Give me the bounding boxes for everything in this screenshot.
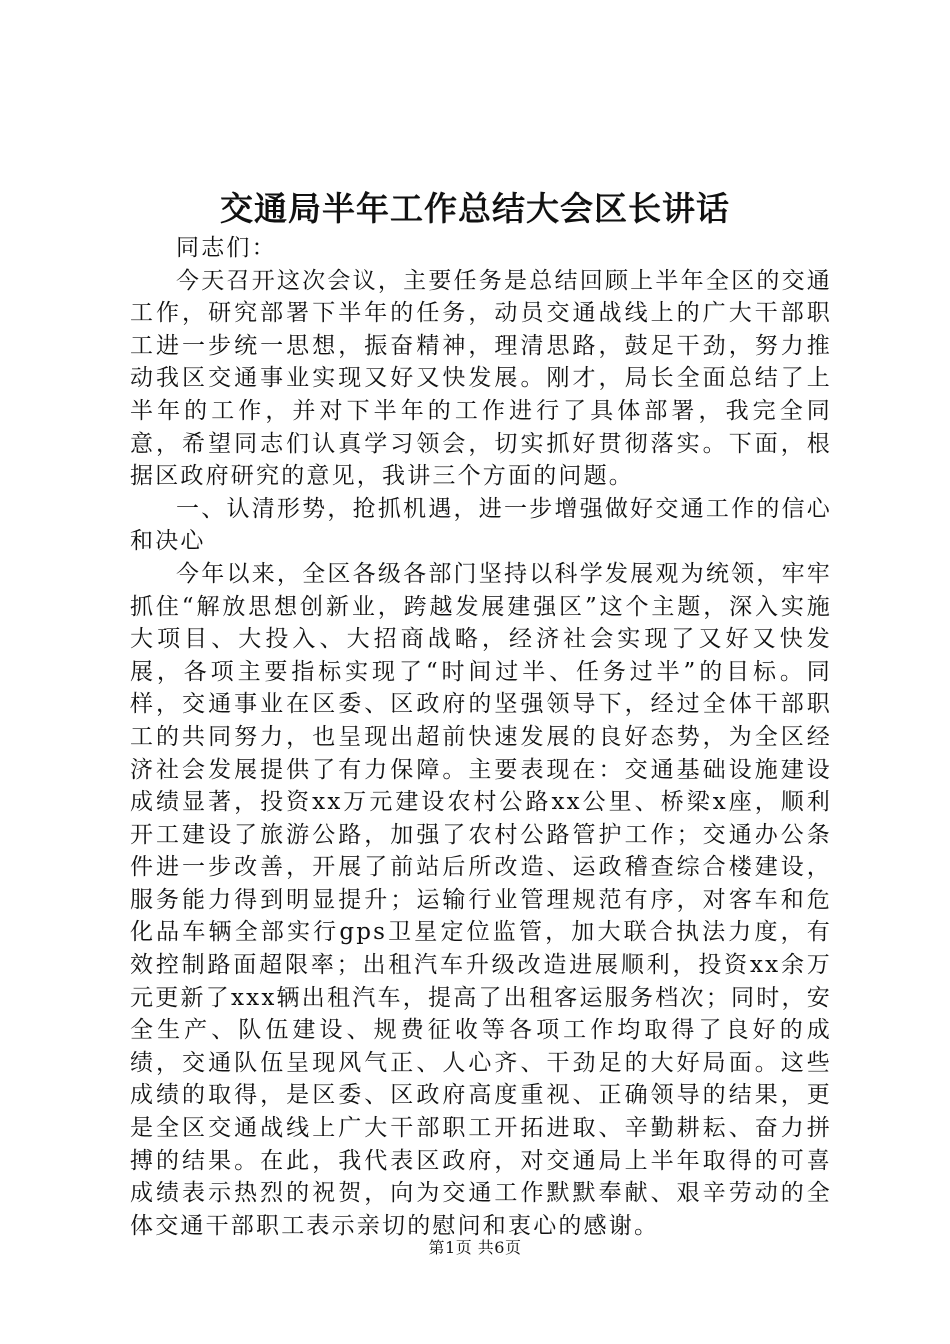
- document-title: 交通局半年工作总结大会区长讲话: [220, 189, 730, 228]
- greeting: 同志们：: [176, 235, 277, 261]
- page-footer: 第1页 共6页: [428, 1238, 522, 1257]
- paragraph-intro: 今天召开这次会议，主要任务是总结回顾上半年全区的交通工作，研究部署下半年的任务，动员交通战线上的广大干部职工进一步统一思想，振奋精神，理清思路，鼓足干劲，努力推动我区交通事业实现又好又快发展。刚才，局长全面总结了上半年的工作，并对下半年的工作进行了具体部署，我完全同意，希望同志们认真学习领会，切实抓好贯彻落实。下面，根据区政府研究的意见，我讲三个方面的问题。: [130, 267, 832, 490]
- paragraph-achievements: 今年以来，全区各级各部门坚持以科学发展观为统领，牢牢抓住“解放思想创新业，跨越发展建强区”这个主题，深入实施大项目、大投入、大招商战略，经济社会实现了又好又快发展，各项主要指标实现了“时间过半、任务过半”的目标。同样，交通事业在区委、区政府的坚强领导下，经过全体干部职工的共同努力，也呈现出超前快速发展的良好态势，为全区经济社会发展提供了有力保障。主要表现在：交通基础设施建设成绩显著，投资xx万元建设农村公路xx公里、桥梁x座，顺利开工建设了旅游公路，加强了农村公路管护工作；交通办公条件进一步改善，开展了前站后所改造、运政稽查综合楼建设，服务能力得到明显提升；运输行业管理规范有序，对客车和危化品车辆全部实行gps卫星定位监管，加大联合执法力度，有效控制路面超限率；出租汽车升级改造进展顺利，投资xx余万元更新了xxx辆出租汽车，提高了出租客运服务档次；同时，安全生产、队伍建设、规费征收等各项工作均取得了良好的成绩，交通队伍呈现风气正、人心齐、干劲足的大好局面。这些成绩的取得，是区委、区政府高度重视、正确领导的结果，更是全区交通战线上广大干部职工开拓进取、辛勤耕耘、奋力拼搏的结果。在此，我代表区政府，对交通局上半年取得的可喜成绩表示热烈的祝贺，向为交通工作默默奉献、艰辛劳动的全体交通干部职工表示亲切的慰问和衷心的感谢。: [130, 560, 832, 1239]
- document-body: [130, 232, 832, 1242]
- section-heading-1: 一、认清形势，抢抓机遇，进一步增强做好交通工作的信心和决心: [130, 495, 832, 555]
